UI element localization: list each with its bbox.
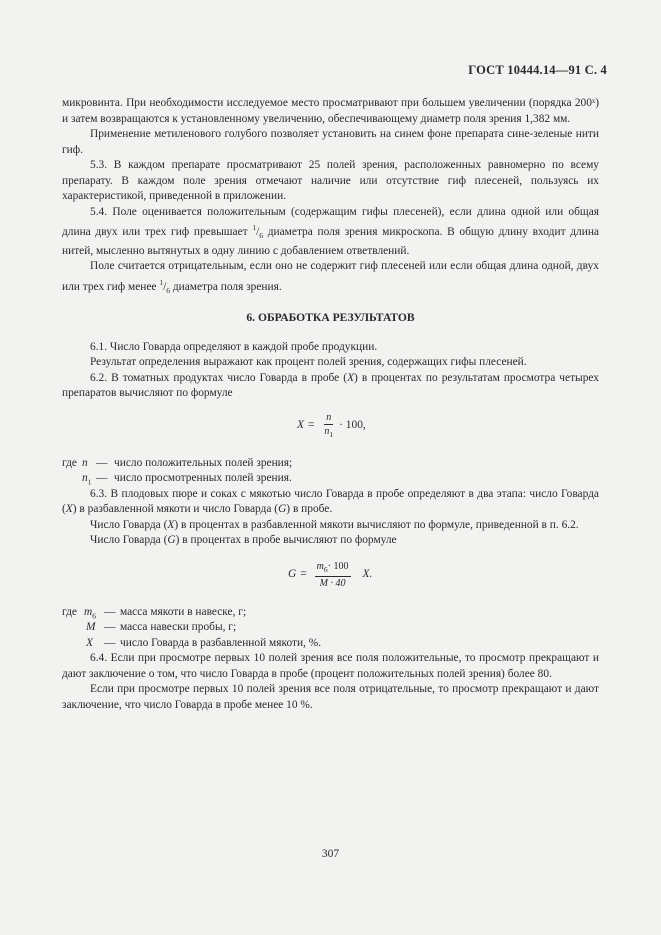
formula-denominator-symbol: n (324, 425, 330, 437)
legend-dash: — (96, 456, 108, 469)
paragraph-text: ) в разбавленной мякоти и число Говарда ( (72, 503, 279, 516)
paragraph-text: ) в пробе. (286, 503, 333, 516)
formula-fraction (322, 412, 335, 441)
paragraph-text: Число Говарда ( (90, 534, 168, 547)
legend-description: масса навески пробы, г; (120, 621, 237, 634)
paragraph-text: Поле считается отрицательным, если оно не содержит гиф плесеней или если общая длина одной, двух или трех гиф менее (62, 260, 599, 293)
formula-fraction (315, 561, 351, 590)
legend-subscript: 1 (87, 477, 92, 487)
symbol: G (167, 534, 176, 547)
legend-line (62, 636, 599, 652)
paragraph (62, 518, 599, 534)
legend-line (62, 620, 599, 636)
paragraph: 5.4. Поле оценивается положительным (содержащим гифы плесеней), если длина одной или общая длина двух или трех гиф превышает $^1/_6$ диаметра поля зрения микроскопа. В общую длину входит длина нитей, мысленно вытянутых в одну линию с добавлением ответвлений. (62, 205, 599, 257)
paragraph-text: 5.4. Поле оценивается положительным (содержащим гифы плесеней), если длина одной или общая длина двух или трех гиф превышает (62, 205, 599, 238)
formula-tail: X. (362, 568, 373, 581)
paragraph: Поле считается отрицательным, если оно не содержит гиф плесеней или если общая длина одной, двух или трех гиф менее $^1/_6$ диаметра поля зрения. (62, 260, 599, 295)
legend-line (62, 471, 599, 487)
legend-symbol: n (82, 456, 88, 469)
formula-numerator-symbol: m (316, 560, 324, 572)
paragraph-text: диаметра поля зрения. (172, 280, 282, 293)
page-number: 307 (321, 848, 340, 860)
symbol: G (278, 503, 287, 516)
section-title: 6. ОБРАБОТКА РЕЗУЛЬТАТОВ (246, 311, 415, 325)
paragraph (62, 371, 599, 402)
paragraph-text: Число Говарда ( (90, 518, 168, 531)
formula-x (62, 412, 599, 456)
fraction-numerator: 1 (252, 223, 257, 232)
symbol: X (347, 371, 355, 384)
legend-dash: — (104, 605, 116, 618)
legend-symbol-letter: m (84, 605, 93, 618)
paragraph (62, 533, 599, 549)
legend-description: число просмотренных полей зрения. (114, 472, 292, 485)
legend-description: число положительных полей зрения; (114, 456, 293, 469)
paragraph: микровинта. При необходимости исследуемое место просматривают при большем увеличении (порядка 200ˣ) и затем возвращаются к установленному увеличению, обеспечивающему диаметр поля зрения 1,382 мм. (62, 97, 599, 125)
formula-g (62, 561, 599, 605)
paragraph-text: ) в процентах в разбавленной мякоти вычисляют по формуле, приведенной в п. 6.2. (174, 518, 579, 531)
legend-description: масса мякоти в навеске, г; (120, 605, 247, 618)
fraction-denominator: 6 (166, 285, 170, 295)
symbol: X (167, 518, 175, 531)
paragraph (62, 487, 599, 518)
legend-dash: — (96, 472, 108, 485)
formula-subscript: 1 (329, 429, 334, 439)
formula-denominator (322, 425, 335, 441)
fraction-numerator: 1 (159, 277, 164, 287)
formula-tail: · 100, (339, 419, 366, 432)
paragraph-text: ) в процентах в пробе вычисляют по формуле (175, 534, 397, 547)
legend-symbol-letter: n (82, 472, 88, 485)
legend-lead: где (62, 456, 77, 469)
legend-subscript: 6 (92, 610, 96, 620)
paragraph-text: ) в процентах по результатам просмотра четырех препаратов вычисляют по формуле (62, 371, 600, 400)
formula-expression (288, 561, 372, 590)
formula-expression (297, 412, 366, 441)
formula-subscript: 6 (323, 564, 328, 574)
formula-lhs: X (297, 419, 304, 432)
legend-dash: — (104, 621, 116, 634)
paragraph-text: 6.2. В томатных продуктах число Говарда в пробе ( (90, 371, 348, 384)
paragraph: 6.4. Если при просмотре первых 10 полей зрения все поля положительные, то просмотр прекращают и дают заключение о том, что число Говарда в пробе (процент положительных полей зрения) более 80. (62, 652, 599, 680)
legend-dash: — (104, 636, 116, 649)
legend-symbol: X (86, 636, 93, 649)
paragraph-text: диаметра поля зрения микроскопа. В общую длину входит длина нитей, мысленно вытянутых в одну линию с добавлением ответвлений. (62, 225, 599, 257)
formula-equals: = (307, 419, 315, 432)
legend-line (62, 605, 599, 621)
formula-equals: = (300, 568, 307, 581)
fraction-denominator: 6 (259, 231, 264, 241)
paragraph-text: 6.3. В плодовых пюре и соках с мякотью число Говарда в пробе определяют в два этапа: число Говарда ( (62, 487, 599, 516)
paragraph: Применение метиленового голубого позволяет установить на синем фоне препарата сине-зеленые нити гиф. (62, 128, 599, 156)
paragraph: Результат определения выражают как процент полей зрения, содержащих гифы плесеней. (90, 356, 527, 369)
paragraph: Если при просмотре первых 10 полей зрения все поля отрицательные, то просмотр прекращают и дают заключение, что число Говарда в пробе менее 10 %. (62, 683, 599, 711)
legend-symbol: M (86, 621, 96, 634)
formula-numerator-tail: · 100 (327, 560, 349, 572)
document-body (62, 96, 599, 713)
formula-denominator: M · 40 (319, 577, 346, 589)
symbol: X (65, 503, 73, 516)
paragraph: 6.1. Число Говарда определяют в каждой пробе продукции. (90, 340, 378, 353)
formula-numerator (315, 561, 351, 577)
legend-line (62, 456, 599, 472)
formula-numerator: n (326, 411, 332, 423)
paragraph: 5.3. В каждом препарате просматривают 25 полей зрения, расположенных равномерно по всему препарату. В каждом поле зрения отмечают наличие или отсутствие гиф плесеней, пользуясь их характеристикой, приведенной в приложении. (62, 159, 599, 202)
formula-lhs: G (288, 568, 297, 581)
legend-symbol (82, 471, 91, 490)
legend-description: число Говарда в разбавленной мякоти, %. (120, 636, 322, 649)
legend-lead: где (62, 605, 77, 618)
document-header: ГОСТ 10444.14—91 С. 4 (468, 63, 607, 77)
